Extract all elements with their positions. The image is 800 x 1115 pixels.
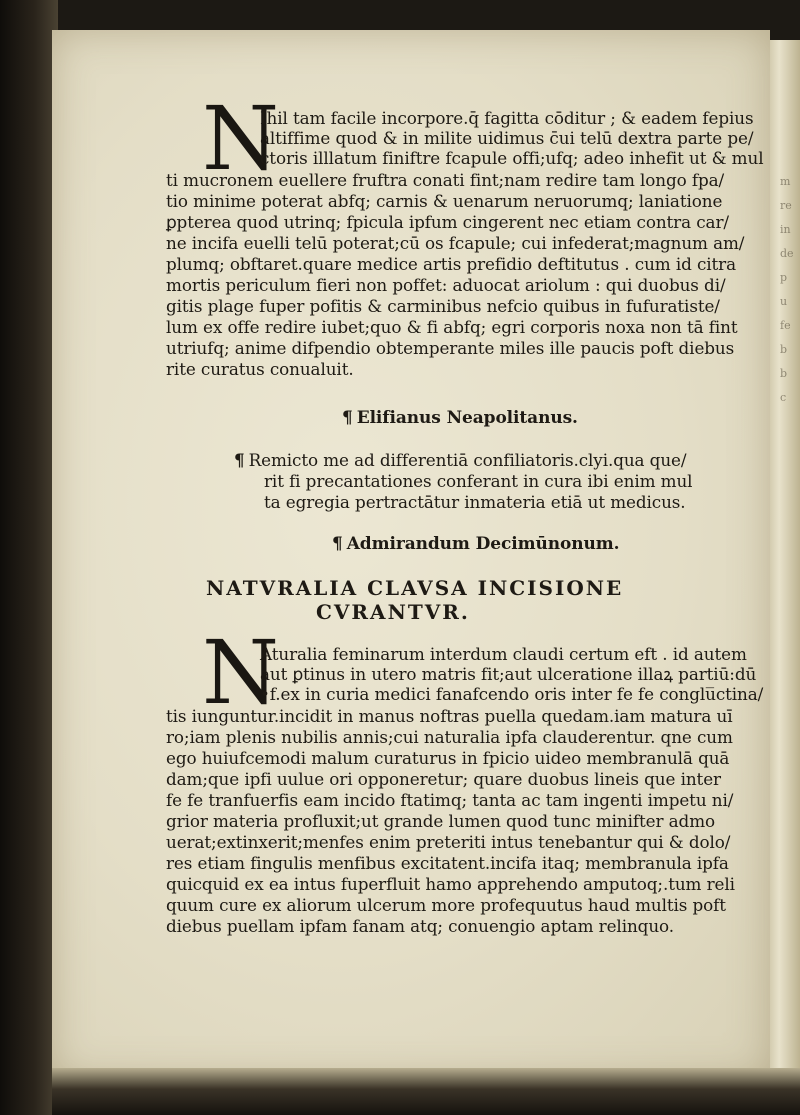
left-binding-shadow bbox=[0, 0, 58, 1115]
text-line: ro;iam plenis nubilis annis;cui naturalia ipfa clauderentur. qne cum bbox=[166, 727, 733, 747]
text-line: quum cure ex aliorum ulcerum more profequutus haud multis poft bbox=[166, 895, 726, 915]
drop-cap-initial: N bbox=[202, 87, 279, 190]
text-line: lum ex offe redire iubet;quo & fi abfq; egri corporis noxa non tā fint bbox=[166, 317, 738, 337]
bleed-fragment: p bbox=[780, 271, 788, 284]
text-line: rite curatus conualuit. bbox=[166, 359, 354, 379]
text-line: grior materia profluxit;ut grande lumen quod tunc minifter admo bbox=[166, 811, 716, 831]
pilcrow-mark: ¶ bbox=[234, 450, 245, 470]
text-line: res etiam fingulis menfibus excitatent.incifa itaq; membranula ipfa bbox=[166, 853, 729, 873]
pilcrow-mark: ¶ bbox=[342, 408, 353, 428]
text-line: diebus puellam ipfam fanam atq; conuengio aptam relinquo. bbox=[166, 916, 674, 936]
text-line: ta egregia pertractātur inmateria etiā ut medicus. bbox=[264, 492, 686, 512]
text-line: ne incifa euelli telū poterat;cū os fcapule; cui infederat;magnum am/ bbox=[166, 233, 745, 253]
text-line: •f.ex in curia medici fanafcendo oris inter fe fe conglu̅ctina/ bbox=[260, 684, 764, 704]
text-line: Aturalia feminarum interdum claudi certum eft . id autem bbox=[260, 644, 747, 664]
text-line: tio minime poterat abfq; carnis & uenarum neruorumq; laniatione bbox=[166, 191, 723, 211]
page-text bbox=[52, 30, 770, 1080]
printed-page bbox=[52, 30, 770, 1080]
bleed-fragment: u bbox=[780, 295, 788, 308]
text-line: ꝑpterea quod utrinq; fpicula ipfum cingerent nec etiam contra car/ bbox=[166, 212, 729, 232]
bleed-fragment: c bbox=[780, 391, 787, 404]
text-line: ctoris illlatum finiftre fcapule offi;ufq; adeo inhefit ut & mul bbox=[260, 148, 764, 168]
text-line: ego huiufcemodi malum curaturus in fpicio uideo membranulā quā bbox=[166, 748, 730, 768]
section-heading-admirandum bbox=[332, 534, 619, 554]
bleed-fragment: m bbox=[780, 175, 791, 188]
heading-text: Elifianus Neapolitanus. bbox=[356, 408, 578, 428]
text-line: Ihil tam facile incorpore.q̄ fagitta cōditur ; & eadem fepius bbox=[260, 108, 754, 128]
text-line: ti mucronem euellere fruftra conati fint;nam redire tam longo fpa/ bbox=[166, 170, 725, 190]
text-line: uerat;extinxerit;menfes enim preteriti intus tenebantur qui & dolo/ bbox=[166, 832, 731, 852]
text-line: fe fe tranfuerfis eam incido ftatimq; tanta ac tam ingenti impetu ni/ bbox=[166, 790, 734, 810]
line-text: Remicto me ad differentiā confiliatoris.clyi.qua que/ bbox=[248, 450, 687, 470]
text-line bbox=[234, 450, 686, 470]
text-line: mortis periculum fieri non poffet: aduocat ariolum : qui duobus di/ bbox=[166, 275, 726, 295]
bleed-fragment: b bbox=[780, 367, 788, 380]
text-line: plumq; obftaret.quare medice artis prefidio deftitutus . cum id citra bbox=[166, 254, 737, 274]
bleed-fragment: b bbox=[780, 343, 788, 356]
text-line: aut ꝑtinus in utero matris fit;aut ulceratione illaꝝ partiū:dū bbox=[260, 664, 757, 684]
chapter-title-line2: CVRANTVR. bbox=[316, 600, 470, 624]
pilcrow-mark: ¶ bbox=[332, 534, 343, 554]
text-line: quicquid ex ea intus fuperfluit hamo apprehendo amputoq;.tum reli bbox=[166, 874, 735, 894]
text-line: dam;que ipfi uulue ori opponeretur; quare duobus lineis que inter bbox=[166, 769, 721, 789]
facing-page-bleed-through bbox=[780, 170, 800, 530]
text-line: rit fi precantationes conferant in cura ibi enim mul bbox=[264, 471, 693, 491]
text-line: utriufq; anime difpendio obtemperante miles ille paucis poft diebus bbox=[166, 338, 735, 358]
chapter-title-line1: NATVRALIA CLAVSA INCISIONE bbox=[206, 576, 624, 600]
text-line: tis iunguntur.incidit in manus noftras puella quedam.iam matura uī bbox=[166, 706, 733, 726]
bottom-gutter-shadow bbox=[52, 1068, 800, 1115]
bleed-fragment: in bbox=[780, 223, 791, 236]
drop-cap-initial: N bbox=[202, 621, 279, 724]
text-line: gitis plage fuper pofitis & carminibus nefcio quibus in fufuratiste/ bbox=[166, 296, 720, 316]
text-line: altiffime quod & in milite uidimus c̄ui telū dextra parte pe/ bbox=[260, 128, 754, 148]
bleed-fragment: fe bbox=[780, 319, 791, 332]
bleed-fragment: de bbox=[780, 247, 794, 260]
bleed-fragment: re bbox=[780, 199, 792, 212]
heading-text: Admirandum Decimūnonum. bbox=[346, 534, 620, 554]
section-heading-elisianus bbox=[342, 408, 578, 428]
